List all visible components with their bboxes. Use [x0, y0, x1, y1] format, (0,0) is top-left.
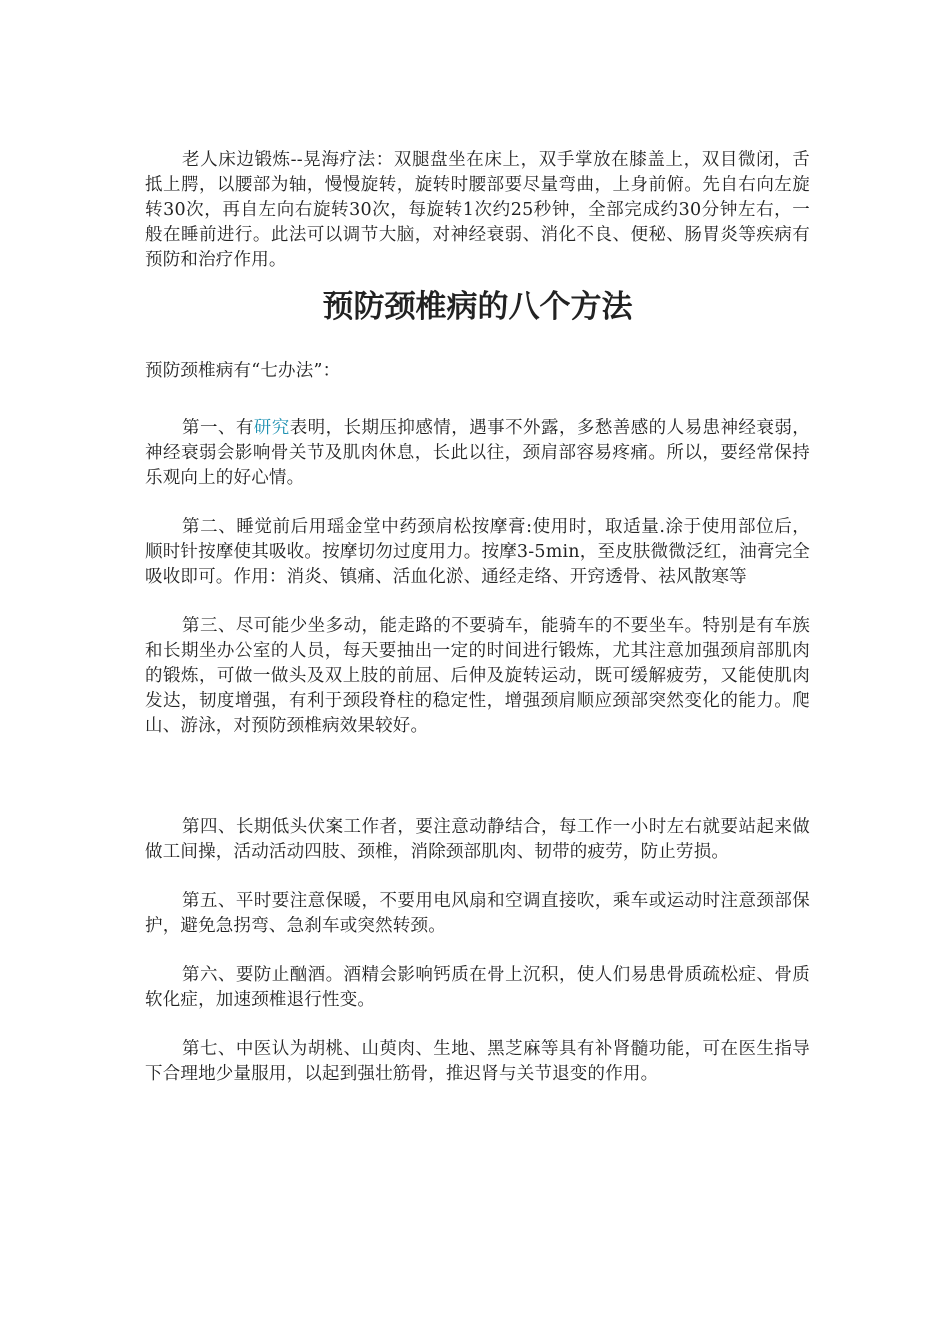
- item-second: 第二、睡觉前后用瑶金堂中药颈肩松按摩膏:使用时，取适量.涂于使用部位后，顺时针按摩使其吸收。按摩切勿过度用力。按摩3-5min，至皮肤微微泛红，油膏完全吸收即可。作用：消炎、镇痛、活血化淤、通经走络、开窍透骨、祛风散寒等: [145, 517, 810, 587]
- subtitle: 预防颈椎病有“七办法”：: [145, 361, 341, 381]
- item-fourth: 第四、长期低头伏案工作者，要注意动静结合，每工作一小时左右就要站起来做做工间操，活动活动四肢、颈椎，消除颈部肌肉、韧带的疲劳，防止劳损。: [145, 817, 810, 862]
- intro-paragraph: 老人床边锻炼--晃海疗法：双腿盘坐在床上，双手掌放在膝盖上，双目微闭，舌抵上腭，以腰部为轴，慢慢旋转，旋转时腰部要尽量弯曲，上身前俯。先自右向左旋转30次，再自左向右旋转30次，每旋转1次约25秒钟，全部完成约30分钟左右，一般在睡前进行。此法可以调节大脑，对神经衰弱、消化不良、便秘、肠胃炎等疾病有预防和治疗作用。: [145, 150, 810, 270]
- item-first-after: 表明，长期压抑感情，遇事不外露，多愁善感的人易患神经衰弱，神经衰弱会影响骨关节及肌肉休息，长此以往，颈肩部容易疼痛。所以，要经常保持乐观向上的好心情。: [145, 418, 810, 488]
- item-first-before: 第一、有: [182, 418, 254, 438]
- item-seventh: 第七、中医认为胡桃、山萸肉、生地、黑芝麻等具有补肾髓功能，可在医生指导下合理地少量服用，以起到强壮筋骨，推迟肾与关节退变的作用。: [145, 1039, 810, 1084]
- item-first: [145, 416, 810, 491]
- item-third: 第三、尽可能少坐多动，能走路的不要骑车，能骑车的不要坐车。特别是有车族和长期坐办公室的人员，每天要抽出一定的时间进行锻炼，尤其注意加强颈肩部肌肉的锻炼，可做一做头及双上肢的前屈、后伸及旋转运动，既可缓解疲劳，又能使肌肉发达，韧度增强，有利于颈段脊柱的稳定性，增强颈肩顺应颈部突然变化的能力。爬山、游泳，对预防颈椎病效果较好。: [145, 616, 810, 736]
- item-sixth: 第六、要防止酗酒。酒精会影响钙质在骨上沉积，使人们易患骨质疏松症、骨质软化症，加速颈椎退行性变。: [145, 965, 810, 1010]
- document-page: [145, 148, 810, 1087]
- research-link[interactable]: 研究: [253, 418, 290, 438]
- item-fifth: 第五、平时要注意保暖，不要用电风扇和空调直接吹，乘车或运动时注意颈部保护，避免急拐弯、急刹车或突然转颈。: [145, 891, 810, 936]
- page-title: 预防颈椎病的八个方法: [322, 289, 633, 325]
